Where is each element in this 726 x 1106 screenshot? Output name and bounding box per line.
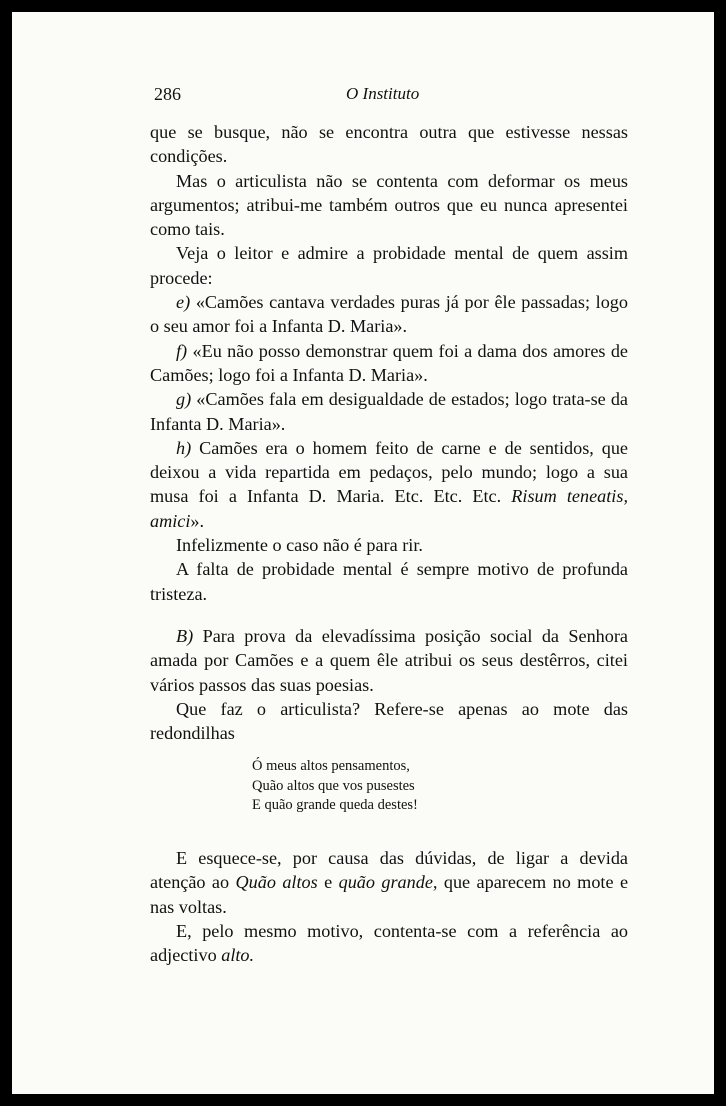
item-label: f) (176, 340, 188, 361)
verse-line: Ó meus altos pensamentos, (252, 758, 410, 775)
verse-line: E quão grande queda destes! (252, 797, 418, 814)
section-b (150, 624, 628, 697)
section-label: B) (176, 625, 194, 646)
paragraph: A falta de probidade mental é sempre motivo de profunda tristeza. (150, 559, 628, 604)
list-item-e (150, 290, 628, 339)
book-page (12, 12, 714, 1094)
text-run: que aparecem no mote e nas voltas. (150, 872, 629, 917)
paragraph: Veja o leitor e admire a probidade mental de quem assim procede: (150, 243, 628, 288)
verse-line: Quão altos que vos pusestes (252, 777, 415, 794)
latin-quote: Risum teneatis, amici (150, 486, 628, 531)
item-label: g) (176, 389, 192, 410)
paragraph: que se busque, não se encontra outra que estivesse nessas condições. (150, 122, 628, 167)
text-run: E, pelo mesmo motivo, contenta-se com a referência ao adjectivo (150, 920, 628, 966)
item-label: e) (176, 292, 191, 313)
text-run: E esquece-se, por causa das dúvidas, de ligar a devida atenção ao (150, 847, 628, 893)
paragraph (150, 846, 628, 919)
page-number: 286 (154, 84, 181, 104)
emphasis: alto. (221, 945, 255, 966)
list-item-h (150, 436, 628, 533)
paragraph (150, 919, 628, 968)
item-text: «Camões cantava verdades puras já por êle passadas; logo o seu amor foi a Infanta D. Maria». (150, 292, 628, 337)
item-label: h) (176, 437, 192, 458)
text-run: e (317, 872, 339, 893)
emphasis: quão grande, (338, 872, 438, 893)
item-end: ». (190, 510, 205, 531)
emphasis: Quão altos (235, 872, 318, 893)
page-header (150, 84, 450, 106)
item-text: Camões era o homem feito de carne e de sentidos, que deixou a vida repartida em pedaços, pelo mundo; logo a sua musa foi a Infanta D. Maria. Etc. Etc. Etc. (150, 437, 629, 507)
running-title: O Instituto (346, 84, 420, 103)
list-item-f (150, 339, 628, 388)
paragraph: Mas o articulista não se contenta com deformar os meus argumentos; atribui-me também outros que eu nunca apresentei como tais. (150, 170, 628, 240)
item-text: «Eu não posso demonstrar quem foi a dama dos amores de Camões; logo foi a Infanta D. Maria». (150, 340, 628, 385)
list-item-g (150, 387, 628, 436)
paragraph: Infelizmente o caso não é para rir. (176, 535, 423, 556)
item-text: «Camões fala em desigualdade de estados; logo trata-se da Infanta D. Maria». (150, 389, 628, 434)
section-gap (150, 828, 628, 846)
paragraph: Que faz o articulista? Refere-se apenas ao mote das redondilhas (150, 698, 628, 744)
verse-quote (252, 757, 628, 816)
section-gap (150, 606, 628, 624)
section-text: Para prova da elevadíssima posição social da Senhora amada por Camões e a quem êle atribui os seus destêrros, citei vários passos das suas poesias. (150, 625, 628, 695)
body-text (150, 120, 628, 967)
